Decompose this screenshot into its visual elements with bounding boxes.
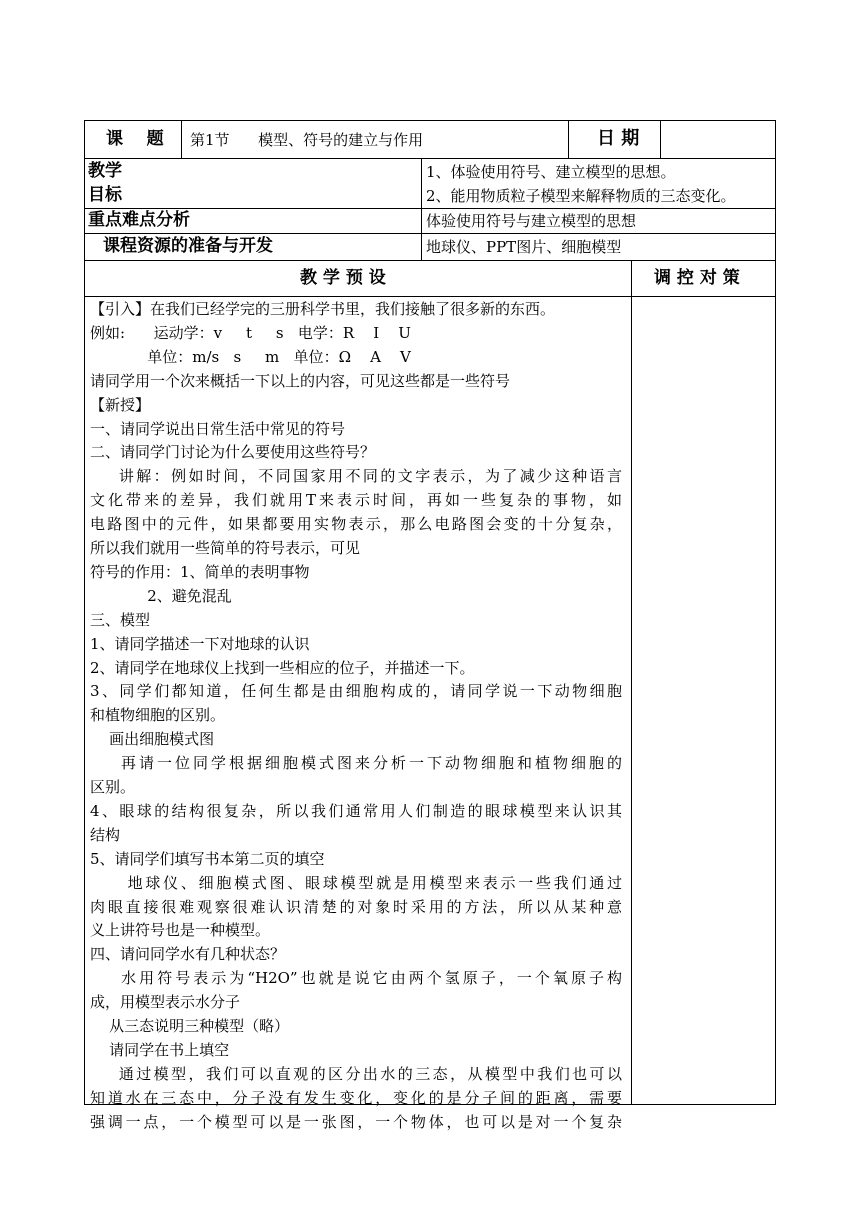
lesson-line: 【引入】在我们已经学完的三册科学书里，我们接触了很多新的东西。 (90, 300, 556, 318)
resources-label: 课程资源的准备与开发 (103, 236, 273, 256)
lesson-line: 通过模型，我们可以直观的区分出水的三态，从模型中我们也可以 (90, 1064, 622, 1083)
lesson-line: 5、请同学们填写书本第二页的填空 (90, 849, 325, 868)
lesson-line: 请同学在书上填空 (90, 1040, 230, 1059)
key-points-value: 体验使用符号与建立模型的思想 (426, 212, 637, 230)
lesson-line: 符号的作用：1、简单的表明事物 (90, 562, 310, 581)
date-label: 日 期 (597, 128, 640, 149)
lesson-line: 一、请同学说出日常生活中常见的符号 (90, 419, 346, 438)
lesson-line: 三、模型 (90, 610, 151, 629)
topic-value: 第1节 模型、符号的建立与作用 (190, 131, 424, 149)
goals-label: 目标 (88, 185, 122, 205)
lesson-line: 请同学用一个次来概括一下以上的内容，可见这些都是一些符号 (90, 371, 511, 390)
goals-label: 教学 (88, 161, 122, 181)
row-divider (84, 260, 776, 261)
col-divider (421, 158, 422, 260)
lesson-line: 单位：m/s s m 单位：Ω A V (90, 347, 411, 366)
lesson-line: 结构 (90, 825, 121, 844)
lesson-line: 和植物细胞的区别。 (90, 706, 226, 725)
lesson-line: 4、眼球的结构很复杂，所以我们通常用人们制造的眼球模型来认识其 (90, 801, 622, 820)
lesson-line: 区别。 (90, 778, 136, 796)
row-divider (84, 233, 776, 234)
lesson-line: 二、请同学门讨论为什么要使用这些符号？ (90, 443, 376, 462)
key-points-label: 重点难点分析 (88, 210, 190, 230)
col-divider (568, 120, 569, 158)
lesson-line: 1、请同学描述一下对地球的认识 (90, 634, 310, 653)
topic-label: 课 题 (106, 129, 164, 149)
lesson-line: 例如: 运动学：v t s 电学：R I U (90, 323, 411, 342)
goal-item: 2、能用物质粒子模型来解释物质的三态变化。 (426, 187, 736, 205)
lesson-line: 地球仪、细胞模式图、眼球模型就是用模型来表示一些我们通过 (90, 873, 622, 892)
lesson-line: 四、请问同学水有几种状态？ (90, 945, 286, 964)
lesson-line: 讲解：例如时间，不同国家用不同的文字表示，为了减少这种语言 (90, 467, 622, 486)
lesson-line: 肉眼直接很难观察很难认识清楚的对象时采用的方法，所以从某种意 (90, 897, 622, 916)
row-divider (84, 208, 776, 209)
lesson-line: 从三态说明三种模型（略） (90, 1017, 290, 1035)
preset-heading: 教 学 预 设 (300, 268, 386, 288)
col-divider (181, 120, 182, 158)
lesson-line: 再请一位同学根据细胞模式图来分析一下动物细胞和植物细胞的 (90, 754, 622, 773)
col-divider (631, 260, 632, 1105)
lesson-line: 3、同学们都知道，任何生都是由细胞构成的，请同学说一下动物细胞 (90, 682, 622, 701)
lesson-line: 【新授】 (90, 395, 151, 414)
resources-value: 地球仪、PPT图片、细胞模型 (426, 238, 622, 256)
lesson-line: 2、请同学在地球仪上找到一些相应的位子，并描述一下。 (90, 658, 475, 677)
lesson-line: 电路图中的元件，如果都要用实物表示，那么电路图会变的十分复杂， (90, 515, 622, 534)
lesson-line: 成，用模型表示水分子 (90, 993, 241, 1012)
col-divider (660, 120, 661, 158)
goal-item: 1、体验使用符号、建立模型的思想。 (426, 163, 676, 181)
lesson-line: 义上讲符号也是一种模型。 (90, 921, 271, 940)
row-divider (84, 296, 776, 297)
lesson-line: 强调一点，一个模型可以是一张图，一个物体，也可以是对一个复杂 (90, 1112, 622, 1131)
lesson-line: 2、避免混乱 (90, 586, 232, 605)
lesson-line: 所以我们就用一些简单的符号表示，可见 (90, 539, 361, 557)
lesson-line: 水用符号表示为“H2O”也就是说它由两个氢原子，一个氧原子构 (90, 969, 622, 988)
lesson-line: 知道水在三态中，分子没有发生变化，变化的是分子间的距离，需要 (90, 1088, 622, 1107)
lesson-line: 画出细胞模式图 (90, 730, 215, 749)
control-heading: 调 控 对 策 (654, 268, 740, 288)
row-divider (84, 158, 776, 159)
lesson-line: 文化带来的差异，我们就用T来表示时间，再如一些复杂的事物，如 (90, 491, 622, 510)
